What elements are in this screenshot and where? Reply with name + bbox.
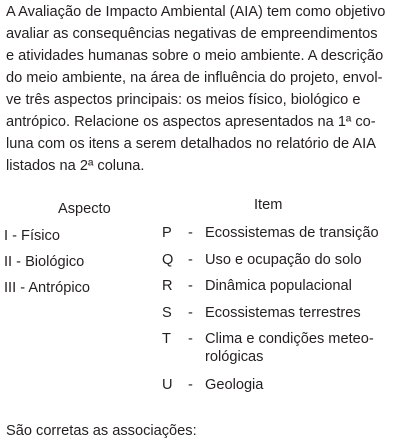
paragraph-line: ve três aspectos principais: os meios físico, biológico e (6, 92, 361, 108)
item-dash: - (188, 278, 193, 294)
item-text: Ecossistemas terrestres (205, 305, 361, 321)
item-letter: Q (162, 252, 174, 268)
item-dash: - (188, 225, 193, 241)
question-paragraph (6, 1, 400, 177)
item-text: Uso e ocupação do solo (205, 252, 362, 268)
item-dash: - (188, 305, 193, 321)
item-letter: U (162, 377, 173, 393)
item-dash: - (188, 252, 193, 268)
item-text: Geologia (205, 377, 264, 393)
item-text: Ecossistemas de transição (205, 225, 379, 241)
item-column-header: Item (254, 197, 283, 213)
paragraph-line: avaliar as consequências negativas de empreendimentos (6, 26, 378, 42)
item-row-r (0, 278, 406, 300)
aspect-biological: II - Biológico (4, 254, 85, 270)
item-row-p (0, 225, 406, 247)
item-letter: T (162, 331, 171, 347)
item-letter: S (162, 305, 172, 321)
paragraph-line: listados na 2ª coluna. (6, 158, 145, 174)
item-row-t (0, 331, 406, 371)
aspect-anthropic: III - Antrópico (4, 280, 90, 296)
aspect-physical: I - Físico (4, 228, 60, 244)
paragraph-line: antrópico. Relacione os aspectos apresentados na 1ª co- (6, 114, 376, 130)
item-row-s (0, 305, 406, 327)
paragraph-line: do meio ambiente, na área de influência do projeto, envol- (6, 70, 383, 86)
paragraph-line: A Avaliação de Impacto Ambiental (AIA) tem como objetivo (6, 4, 386, 20)
item-dash: - (188, 331, 193, 347)
item-dash: - (188, 377, 193, 393)
item-text: Clima e condições meteo- (205, 331, 374, 347)
aspect-column-header: Aspecto (58, 201, 111, 217)
item-letter: P (162, 225, 172, 241)
paragraph-line: e atividades humanas sobre o meio ambiente. A descrição (6, 48, 384, 64)
item-text: Dinâmica populacional (205, 278, 352, 294)
paragraph-line: luna com os itens a serem detalhados no relatório de AIA (6, 136, 376, 152)
item-text-continued: rológicas (205, 349, 264, 365)
answer-prompt: São corretas as associações: (6, 423, 197, 439)
item-row-q (0, 252, 406, 274)
item-row-u (0, 377, 406, 399)
item-letter: R (162, 278, 173, 294)
